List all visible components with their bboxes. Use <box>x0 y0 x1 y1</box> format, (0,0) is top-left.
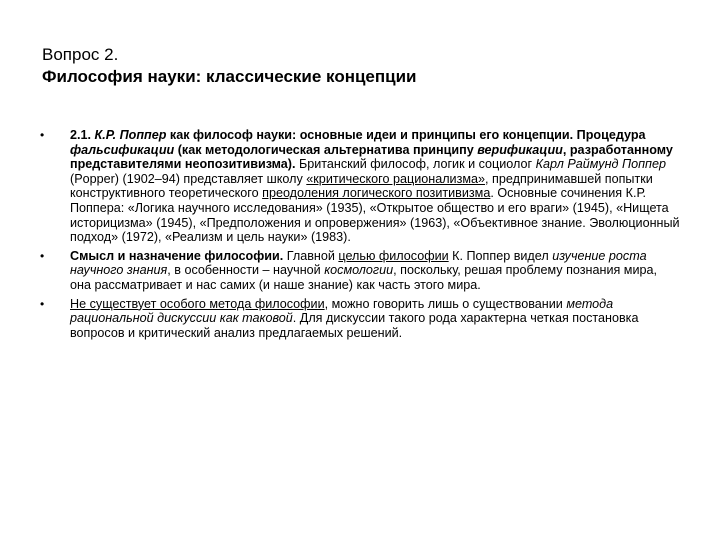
heading-text: Смысл и назначение философии. <box>70 248 284 263</box>
body-text: . Основные сочинения К.Р. Поппера: «Логика научного исследования» (1935), «Открытое общество и его враги» (1945), «Нищета историцизма» (1945), «Предположения и опровержения» (1963), «Объективное знание. Эволюционный подход» (1972), «Реализм и цель науки» (1983). <box>70 186 680 245</box>
heading-text: как философ науки: основные идеи и принципы его концепции. Процедура <box>166 128 646 142</box>
list-item-philosophy-purpose <box>40 249 680 293</box>
title-topic: Философия науки: классические концепции <box>42 67 417 86</box>
term-overcoming-positivism: преодоления логического позитивизма <box>262 186 491 201</box>
bullet-icon: • <box>40 296 45 311</box>
list-item-philosophy-method <box>40 297 680 341</box>
body-text: Британский философ, логик и социолог <box>295 157 536 172</box>
body-text: (Popper) (1902–94) представляет школу <box>70 171 307 186</box>
slide-content <box>40 128 680 344</box>
title-question-number: Вопрос 2. <box>42 45 119 64</box>
term-cosmology: космологии <box>324 263 394 278</box>
author-name: К.Р. Поппер <box>94 128 167 142</box>
body-text: . Для дискуссии такого рода характерна четкая постановка вопросов и критический анализ предлагаемых решений. <box>70 311 639 340</box>
bullet-icon: • <box>40 248 45 263</box>
term-no-special-method: Не существует особого метода философии <box>70 296 325 311</box>
bullet-icon: • <box>40 128 45 142</box>
heading-text: , разработанному представителями неопозитивизма). <box>70 142 673 172</box>
heading-text: (как методологическая альтернатива принципу <box>174 142 478 157</box>
list-item-popper-overview <box>40 128 680 245</box>
section-number: 2.1. <box>70 128 95 142</box>
slide-title <box>42 44 682 88</box>
body-text: , можно говорить лишь о существовании <box>324 296 567 311</box>
term-critical-rationalism: «критического рационализма» <box>306 171 486 186</box>
bullet-list <box>40 128 680 340</box>
body-text: Главной <box>283 248 339 263</box>
body-text: К. Поппер видел <box>448 248 553 263</box>
term-rational-discussion: метода рациональной дискуссии как таковой <box>70 296 614 326</box>
term-knowledge-growth: изучение роста научного знания <box>70 248 647 278</box>
full-author-name: Карл Раймунд Поппер <box>535 157 666 172</box>
body-text: , поскольку, решая проблему познания мира, она рассматривает и нас самих (и наше знание) как часть этого мира. <box>70 263 658 292</box>
term-verification: верификации <box>477 142 563 157</box>
body-text: , в особенности – научной <box>167 263 325 278</box>
term-philosophy-goal: целью философии <box>338 248 449 263</box>
body-text: , предпринимавшей попытки конструктивного теоретического <box>70 171 653 201</box>
term-falsification: фальсификации <box>70 142 175 157</box>
